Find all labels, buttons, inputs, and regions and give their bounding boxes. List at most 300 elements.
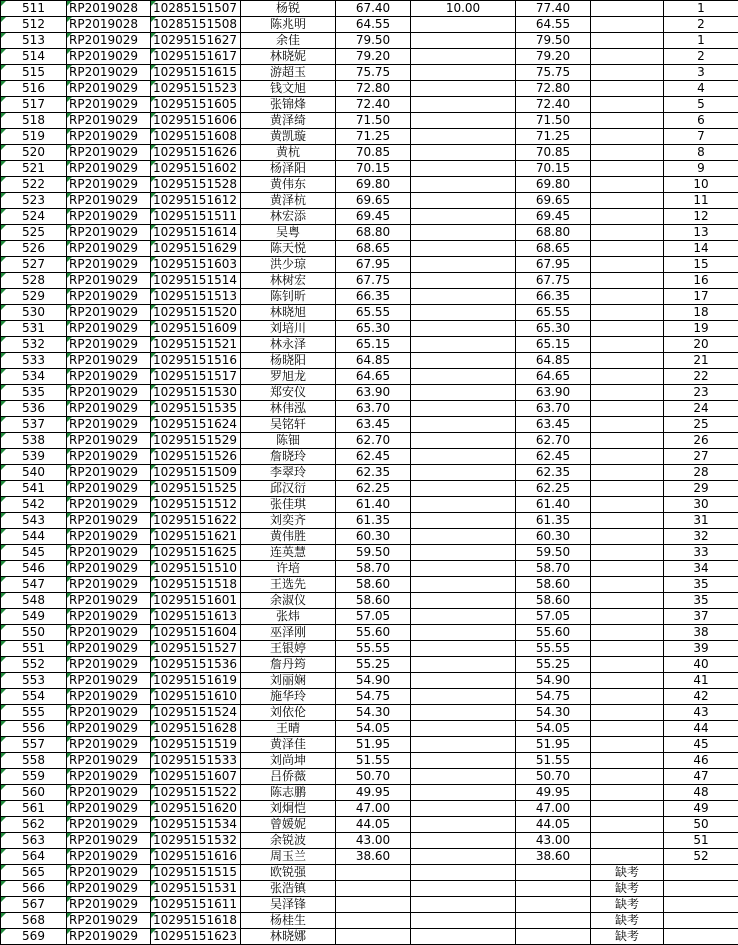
total-score-cell[interactable]: 54.30 xyxy=(516,705,591,721)
post-code-cell[interactable]: RP2019029 xyxy=(67,321,151,337)
total-score-cell[interactable]: 77.40 xyxy=(516,1,591,17)
note-cell[interactable] xyxy=(591,753,664,769)
total-score-cell[interactable] xyxy=(516,913,591,929)
note-cell[interactable] xyxy=(591,641,664,657)
rank-cell[interactable]: 1 xyxy=(664,1,738,17)
written-score-cell[interactable]: 55.60 xyxy=(336,625,411,641)
post-code-cell[interactable]: RP2019029 xyxy=(67,289,151,305)
bonus-score-cell[interactable] xyxy=(411,849,516,865)
exam-id-cell[interactable]: 10295151611 xyxy=(151,897,241,913)
bonus-score-cell[interactable] xyxy=(411,593,516,609)
row-number-cell[interactable]: 512 xyxy=(1,17,67,33)
bonus-score-cell[interactable] xyxy=(411,337,516,353)
note-cell[interactable] xyxy=(591,353,664,369)
name-cell[interactable]: 周玉兰 xyxy=(241,849,336,865)
written-score-cell[interactable]: 61.35 xyxy=(336,513,411,529)
name-cell[interactable]: 巫泽刚 xyxy=(241,625,336,641)
bonus-score-cell[interactable] xyxy=(411,833,516,849)
written-score-cell[interactable]: 58.60 xyxy=(336,577,411,593)
row-number-cell[interactable]: 549 xyxy=(1,609,67,625)
written-score-cell[interactable] xyxy=(336,913,411,929)
total-score-cell[interactable] xyxy=(516,865,591,881)
total-score-cell[interactable]: 65.30 xyxy=(516,321,591,337)
exam-id-cell[interactable]: 10295151515 xyxy=(151,865,241,881)
rank-cell[interactable]: 8 xyxy=(664,145,738,161)
rank-cell[interactable]: 50 xyxy=(664,817,738,833)
note-cell[interactable] xyxy=(591,33,664,49)
total-score-cell[interactable]: 51.95 xyxy=(516,737,591,753)
total-score-cell[interactable]: 79.20 xyxy=(516,49,591,65)
row-number-cell[interactable]: 539 xyxy=(1,449,67,465)
exam-id-cell[interactable]: 10285151508 xyxy=(151,17,241,33)
note-cell[interactable] xyxy=(591,193,664,209)
bonus-score-cell[interactable] xyxy=(411,241,516,257)
post-code-cell[interactable]: RP2019029 xyxy=(67,145,151,161)
post-code-cell[interactable]: RP2019029 xyxy=(67,305,151,321)
bonus-score-cell[interactable] xyxy=(411,497,516,513)
bonus-score-cell[interactable] xyxy=(411,145,516,161)
total-score-cell[interactable]: 55.25 xyxy=(516,657,591,673)
bonus-score-cell[interactable] xyxy=(411,385,516,401)
note-cell[interactable]: 缺考 xyxy=(591,913,664,929)
name-cell[interactable]: 林宏添 xyxy=(241,209,336,225)
post-code-cell[interactable]: RP2019029 xyxy=(67,465,151,481)
note-cell[interactable] xyxy=(591,49,664,65)
note-cell[interactable] xyxy=(591,673,664,689)
name-cell[interactable]: 张锦烽 xyxy=(241,97,336,113)
rank-cell[interactable]: 32 xyxy=(664,529,738,545)
row-number-cell[interactable]: 533 xyxy=(1,353,67,369)
name-cell[interactable]: 王晴 xyxy=(241,721,336,737)
row-number-cell[interactable]: 556 xyxy=(1,721,67,737)
name-cell[interactable]: 刘培川 xyxy=(241,321,336,337)
written-score-cell[interactable]: 67.95 xyxy=(336,257,411,273)
rank-cell[interactable] xyxy=(664,929,738,945)
rank-cell[interactable]: 37 xyxy=(664,609,738,625)
rank-cell[interactable]: 1 xyxy=(664,33,738,49)
written-score-cell[interactable]: 79.20 xyxy=(336,49,411,65)
total-score-cell[interactable]: 68.80 xyxy=(516,225,591,241)
rank-cell[interactable]: 15 xyxy=(664,257,738,273)
post-code-cell[interactable]: RP2019029 xyxy=(67,817,151,833)
note-cell[interactable] xyxy=(591,497,664,513)
bonus-score-cell[interactable] xyxy=(411,65,516,81)
note-cell[interactable]: 缺考 xyxy=(591,865,664,881)
bonus-score-cell[interactable] xyxy=(411,529,516,545)
written-score-cell[interactable]: 72.80 xyxy=(336,81,411,97)
row-number-cell[interactable]: 568 xyxy=(1,913,67,929)
post-code-cell[interactable]: RP2019029 xyxy=(67,481,151,497)
written-score-cell[interactable]: 61.40 xyxy=(336,497,411,513)
post-code-cell[interactable]: RP2019029 xyxy=(67,225,151,241)
name-cell[interactable]: 余锐波 xyxy=(241,833,336,849)
bonus-score-cell[interactable] xyxy=(411,225,516,241)
row-number-cell[interactable]: 511 xyxy=(1,1,67,17)
name-cell[interactable]: 林永泽 xyxy=(241,337,336,353)
rank-cell[interactable]: 10 xyxy=(664,177,738,193)
note-cell[interactable] xyxy=(591,529,664,545)
name-cell[interactable]: 林晓妮 xyxy=(241,49,336,65)
total-score-cell[interactable]: 61.40 xyxy=(516,497,591,513)
written-score-cell[interactable]: 60.30 xyxy=(336,529,411,545)
note-cell[interactable] xyxy=(591,625,664,641)
total-score-cell[interactable]: 69.65 xyxy=(516,193,591,209)
exam-id-cell[interactable]: 10295151530 xyxy=(151,385,241,401)
rank-cell[interactable]: 39 xyxy=(664,641,738,657)
written-score-cell[interactable]: 44.05 xyxy=(336,817,411,833)
post-code-cell[interactable]: RP2019029 xyxy=(67,737,151,753)
written-score-cell[interactable]: 54.30 xyxy=(336,705,411,721)
written-score-cell[interactable] xyxy=(336,881,411,897)
written-score-cell[interactable]: 58.60 xyxy=(336,593,411,609)
post-code-cell[interactable]: RP2019029 xyxy=(67,433,151,449)
rank-cell[interactable]: 27 xyxy=(664,449,738,465)
note-cell[interactable] xyxy=(591,801,664,817)
rank-cell[interactable]: 43 xyxy=(664,705,738,721)
note-cell[interactable] xyxy=(591,433,664,449)
exam-id-cell[interactable]: 10295151511 xyxy=(151,209,241,225)
bonus-score-cell[interactable] xyxy=(411,49,516,65)
total-score-cell[interactable]: 72.80 xyxy=(516,81,591,97)
written-score-cell[interactable]: 67.75 xyxy=(336,273,411,289)
name-cell[interactable]: 詹丹筠 xyxy=(241,657,336,673)
post-code-cell[interactable]: RP2019029 xyxy=(67,545,151,561)
note-cell[interactable] xyxy=(591,657,664,673)
name-cell[interactable]: 陈钊昕 xyxy=(241,289,336,305)
written-score-cell[interactable]: 51.55 xyxy=(336,753,411,769)
row-number-cell[interactable]: 543 xyxy=(1,513,67,529)
post-code-cell[interactable]: RP2019029 xyxy=(67,497,151,513)
note-cell[interactable]: 缺考 xyxy=(591,881,664,897)
exam-id-cell[interactable]: 10295151616 xyxy=(151,849,241,865)
row-number-cell[interactable]: 526 xyxy=(1,241,67,257)
post-code-cell[interactable]: RP2019029 xyxy=(67,929,151,945)
exam-id-cell[interactable]: 10295151610 xyxy=(151,689,241,705)
total-score-cell[interactable]: 57.05 xyxy=(516,609,591,625)
name-cell[interactable]: 林树宏 xyxy=(241,273,336,289)
note-cell[interactable] xyxy=(591,241,664,257)
note-cell[interactable] xyxy=(591,833,664,849)
total-score-cell[interactable]: 49.95 xyxy=(516,785,591,801)
bonus-score-cell[interactable] xyxy=(411,865,516,881)
written-score-cell[interactable]: 58.70 xyxy=(336,561,411,577)
rank-cell[interactable]: 46 xyxy=(664,753,738,769)
rank-cell[interactable]: 40 xyxy=(664,657,738,673)
total-score-cell[interactable]: 54.05 xyxy=(516,721,591,737)
post-code-cell[interactable]: RP2019029 xyxy=(67,913,151,929)
bonus-score-cell[interactable] xyxy=(411,721,516,737)
rank-cell[interactable]: 28 xyxy=(664,465,738,481)
written-score-cell[interactable]: 65.55 xyxy=(336,305,411,321)
rank-cell[interactable]: 2 xyxy=(664,17,738,33)
rank-cell[interactable]: 12 xyxy=(664,209,738,225)
row-number-cell[interactable]: 540 xyxy=(1,465,67,481)
bonus-score-cell[interactable] xyxy=(411,417,516,433)
rank-cell[interactable]: 3 xyxy=(664,65,738,81)
exam-id-cell[interactable]: 10295151535 xyxy=(151,401,241,417)
post-code-cell[interactable]: RP2019029 xyxy=(67,753,151,769)
post-code-cell[interactable]: RP2019029 xyxy=(67,113,151,129)
bonus-score-cell[interactable] xyxy=(411,449,516,465)
total-score-cell[interactable]: 68.65 xyxy=(516,241,591,257)
row-number-cell[interactable]: 564 xyxy=(1,849,67,865)
written-score-cell[interactable]: 68.80 xyxy=(336,225,411,241)
written-score-cell[interactable] xyxy=(336,897,411,913)
name-cell[interactable]: 邱汉衍 xyxy=(241,481,336,497)
post-code-cell[interactable]: RP2019029 xyxy=(67,865,151,881)
exam-id-cell[interactable]: 10295151617 xyxy=(151,49,241,65)
exam-id-cell[interactable]: 10295151520 xyxy=(151,305,241,321)
row-number-cell[interactable]: 527 xyxy=(1,257,67,273)
post-code-cell[interactable]: RP2019029 xyxy=(67,849,151,865)
bonus-score-cell[interactable] xyxy=(411,689,516,705)
written-score-cell[interactable]: 64.55 xyxy=(336,17,411,33)
bonus-score-cell[interactable] xyxy=(411,737,516,753)
bonus-score-cell[interactable] xyxy=(411,321,516,337)
exam-id-cell[interactable]: 10295151529 xyxy=(151,433,241,449)
exam-id-cell[interactable]: 10295151605 xyxy=(151,97,241,113)
post-code-cell[interactable]: RP2019029 xyxy=(67,833,151,849)
name-cell[interactable]: 林晓娜 xyxy=(241,929,336,945)
post-code-cell[interactable]: RP2019029 xyxy=(67,273,151,289)
total-score-cell[interactable]: 54.75 xyxy=(516,689,591,705)
post-code-cell[interactable]: RP2019029 xyxy=(67,561,151,577)
rank-cell[interactable] xyxy=(664,913,738,929)
written-score-cell[interactable]: 54.75 xyxy=(336,689,411,705)
exam-id-cell[interactable]: 10295151534 xyxy=(151,817,241,833)
row-number-cell[interactable]: 565 xyxy=(1,865,67,881)
exam-id-cell[interactable]: 10295151526 xyxy=(151,449,241,465)
written-score-cell[interactable]: 72.40 xyxy=(336,97,411,113)
name-cell[interactable]: 杨晓阳 xyxy=(241,353,336,369)
total-score-cell[interactable]: 67.95 xyxy=(516,257,591,273)
written-score-cell[interactable]: 50.70 xyxy=(336,769,411,785)
total-score-cell[interactable]: 38.60 xyxy=(516,849,591,865)
exam-id-cell[interactable]: 10295151532 xyxy=(151,833,241,849)
bonus-score-cell[interactable] xyxy=(411,641,516,657)
name-cell[interactable]: 黄伟东 xyxy=(241,177,336,193)
bonus-score-cell[interactable] xyxy=(411,817,516,833)
exam-id-cell[interactable]: 10295151619 xyxy=(151,673,241,689)
note-cell[interactable] xyxy=(591,593,664,609)
bonus-score-cell[interactable] xyxy=(411,433,516,449)
written-score-cell[interactable]: 75.75 xyxy=(336,65,411,81)
exam-id-cell[interactable]: 10295151533 xyxy=(151,753,241,769)
row-number-cell[interactable]: 534 xyxy=(1,369,67,385)
exam-id-cell[interactable]: 10295151623 xyxy=(151,929,241,945)
exam-id-cell[interactable]: 10295151622 xyxy=(151,513,241,529)
post-code-cell[interactable]: RP2019029 xyxy=(67,881,151,897)
exam-id-cell[interactable]: 10295151627 xyxy=(151,33,241,49)
bonus-score-cell[interactable] xyxy=(411,33,516,49)
rank-cell[interactable]: 21 xyxy=(664,353,738,369)
total-score-cell[interactable]: 58.70 xyxy=(516,561,591,577)
post-code-cell[interactable]: RP2019029 xyxy=(67,49,151,65)
name-cell[interactable]: 黄泽绮 xyxy=(241,113,336,129)
rank-cell[interactable]: 17 xyxy=(664,289,738,305)
row-number-cell[interactable]: 515 xyxy=(1,65,67,81)
rank-cell[interactable]: 49 xyxy=(664,801,738,817)
total-score-cell[interactable]: 65.55 xyxy=(516,305,591,321)
total-score-cell[interactable]: 75.75 xyxy=(516,65,591,81)
bonus-score-cell[interactable] xyxy=(411,673,516,689)
name-cell[interactable]: 吕侨薇 xyxy=(241,769,336,785)
exam-id-cell[interactable]: 10295151625 xyxy=(151,545,241,561)
bonus-score-cell[interactable] xyxy=(411,481,516,497)
note-cell[interactable] xyxy=(591,385,664,401)
note-cell[interactable]: 缺考 xyxy=(591,929,664,945)
rank-cell[interactable] xyxy=(664,865,738,881)
written-score-cell[interactable]: 64.85 xyxy=(336,353,411,369)
exam-id-cell[interactable]: 10295151626 xyxy=(151,145,241,161)
total-score-cell[interactable]: 70.15 xyxy=(516,161,591,177)
post-code-cell[interactable]: RP2019029 xyxy=(67,705,151,721)
exam-id-cell[interactable]: 10295151517 xyxy=(151,369,241,385)
total-score-cell[interactable]: 62.70 xyxy=(516,433,591,449)
exam-id-cell[interactable]: 10285151507 xyxy=(151,1,241,17)
note-cell[interactable] xyxy=(591,161,664,177)
post-code-cell[interactable]: RP2019029 xyxy=(67,337,151,353)
rank-cell[interactable]: 41 xyxy=(664,673,738,689)
bonus-score-cell[interactable] xyxy=(411,353,516,369)
total-score-cell[interactable]: 71.25 xyxy=(516,129,591,145)
exam-id-cell[interactable]: 10295151522 xyxy=(151,785,241,801)
note-cell[interactable] xyxy=(591,417,664,433)
written-score-cell[interactable]: 63.70 xyxy=(336,401,411,417)
written-score-cell[interactable]: 65.30 xyxy=(336,321,411,337)
bonus-score-cell[interactable] xyxy=(411,257,516,273)
post-code-cell[interactable]: RP2019029 xyxy=(67,97,151,113)
total-score-cell[interactable]: 65.15 xyxy=(516,337,591,353)
name-cell[interactable]: 钱文旭 xyxy=(241,81,336,97)
note-cell[interactable] xyxy=(591,369,664,385)
note-cell[interactable] xyxy=(591,97,664,113)
name-cell[interactable]: 罗旭龙 xyxy=(241,369,336,385)
written-score-cell[interactable]: 71.25 xyxy=(336,129,411,145)
note-cell[interactable] xyxy=(591,1,664,17)
row-number-cell[interactable]: 545 xyxy=(1,545,67,561)
total-score-cell[interactable]: 69.45 xyxy=(516,209,591,225)
row-number-cell[interactable]: 529 xyxy=(1,289,67,305)
name-cell[interactable]: 欧锐强 xyxy=(241,865,336,881)
name-cell[interactable]: 连英慧 xyxy=(241,545,336,561)
exam-id-cell[interactable]: 10295151620 xyxy=(151,801,241,817)
rank-cell[interactable] xyxy=(664,881,738,897)
total-score-cell[interactable]: 47.00 xyxy=(516,801,591,817)
name-cell[interactable]: 黄伟胜 xyxy=(241,529,336,545)
total-score-cell[interactable]: 64.65 xyxy=(516,369,591,385)
bonus-score-cell[interactable] xyxy=(411,625,516,641)
name-cell[interactable]: 李翠玲 xyxy=(241,465,336,481)
exam-id-cell[interactable]: 10295151531 xyxy=(151,881,241,897)
row-number-cell[interactable]: 544 xyxy=(1,529,67,545)
note-cell[interactable] xyxy=(591,401,664,417)
post-code-cell[interactable]: RP2019029 xyxy=(67,657,151,673)
rank-cell[interactable]: 19 xyxy=(664,321,738,337)
post-code-cell[interactable]: RP2019029 xyxy=(67,161,151,177)
row-number-cell[interactable]: 552 xyxy=(1,657,67,673)
row-number-cell[interactable]: 566 xyxy=(1,881,67,897)
total-score-cell[interactable]: 43.00 xyxy=(516,833,591,849)
written-score-cell[interactable]: 71.50 xyxy=(336,113,411,129)
row-number-cell[interactable]: 555 xyxy=(1,705,67,721)
note-cell[interactable] xyxy=(591,689,664,705)
bonus-score-cell[interactable] xyxy=(411,193,516,209)
exam-id-cell[interactable]: 10295151513 xyxy=(151,289,241,305)
bonus-score-cell[interactable] xyxy=(411,113,516,129)
exam-id-cell[interactable]: 10295151607 xyxy=(151,769,241,785)
written-score-cell[interactable]: 69.65 xyxy=(336,193,411,209)
rank-cell[interactable]: 52 xyxy=(664,849,738,865)
written-score-cell[interactable]: 55.25 xyxy=(336,657,411,673)
row-number-cell[interactable]: 517 xyxy=(1,97,67,113)
total-score-cell[interactable]: 62.45 xyxy=(516,449,591,465)
exam-id-cell[interactable]: 10295151521 xyxy=(151,337,241,353)
rank-cell[interactable]: 11 xyxy=(664,193,738,209)
rank-cell[interactable]: 25 xyxy=(664,417,738,433)
total-score-cell[interactable]: 55.55 xyxy=(516,641,591,657)
name-cell[interactable]: 刘尚坤 xyxy=(241,753,336,769)
bonus-score-cell[interactable] xyxy=(411,17,516,33)
rank-cell[interactable]: 23 xyxy=(664,385,738,401)
note-cell[interactable] xyxy=(591,545,664,561)
written-score-cell[interactable]: 62.25 xyxy=(336,481,411,497)
exam-id-cell[interactable]: 10295151524 xyxy=(151,705,241,721)
post-code-cell[interactable]: RP2019029 xyxy=(67,129,151,145)
exam-id-cell[interactable]: 10295151624 xyxy=(151,417,241,433)
exam-id-cell[interactable]: 10295151606 xyxy=(151,113,241,129)
bonus-score-cell[interactable] xyxy=(411,785,516,801)
note-cell[interactable] xyxy=(591,225,664,241)
row-number-cell[interactable]: 554 xyxy=(1,689,67,705)
written-score-cell[interactable]: 68.65 xyxy=(336,241,411,257)
name-cell[interactable]: 张佳琪 xyxy=(241,497,336,513)
written-score-cell[interactable]: 62.35 xyxy=(336,465,411,481)
total-score-cell[interactable]: 69.80 xyxy=(516,177,591,193)
name-cell[interactable]: 吴粤 xyxy=(241,225,336,241)
exam-id-cell[interactable]: 10295151514 xyxy=(151,273,241,289)
rank-cell[interactable]: 24 xyxy=(664,401,738,417)
name-cell[interactable]: 陈志鹏 xyxy=(241,785,336,801)
name-cell[interactable]: 王选先 xyxy=(241,577,336,593)
name-cell[interactable]: 黄凯璇 xyxy=(241,129,336,145)
written-score-cell[interactable]: 64.65 xyxy=(336,369,411,385)
bonus-score-cell[interactable] xyxy=(411,561,516,577)
note-cell[interactable] xyxy=(591,145,664,161)
exam-id-cell[interactable]: 10295151519 xyxy=(151,737,241,753)
bonus-score-cell[interactable] xyxy=(411,929,516,945)
written-score-cell[interactable]: 79.50 xyxy=(336,33,411,49)
total-score-cell[interactable]: 63.90 xyxy=(516,385,591,401)
post-code-cell[interactable]: RP2019029 xyxy=(67,209,151,225)
row-number-cell[interactable]: 563 xyxy=(1,833,67,849)
post-code-cell[interactable]: RP2019029 xyxy=(67,193,151,209)
exam-id-cell[interactable]: 10295151628 xyxy=(151,721,241,737)
post-code-cell[interactable]: RP2019029 xyxy=(67,513,151,529)
written-score-cell[interactable]: 54.05 xyxy=(336,721,411,737)
written-score-cell[interactable]: 63.45 xyxy=(336,417,411,433)
note-cell[interactable] xyxy=(591,81,664,97)
written-score-cell[interactable]: 62.45 xyxy=(336,449,411,465)
note-cell[interactable] xyxy=(591,817,664,833)
name-cell[interactable]: 余佳 xyxy=(241,33,336,49)
total-score-cell[interactable]: 44.05 xyxy=(516,817,591,833)
name-cell[interactable]: 林伟泓 xyxy=(241,401,336,417)
name-cell[interactable]: 林晓旭 xyxy=(241,305,336,321)
row-number-cell[interactable]: 519 xyxy=(1,129,67,145)
exam-id-cell[interactable]: 10295151609 xyxy=(151,321,241,337)
post-code-cell[interactable]: RP2019029 xyxy=(67,353,151,369)
